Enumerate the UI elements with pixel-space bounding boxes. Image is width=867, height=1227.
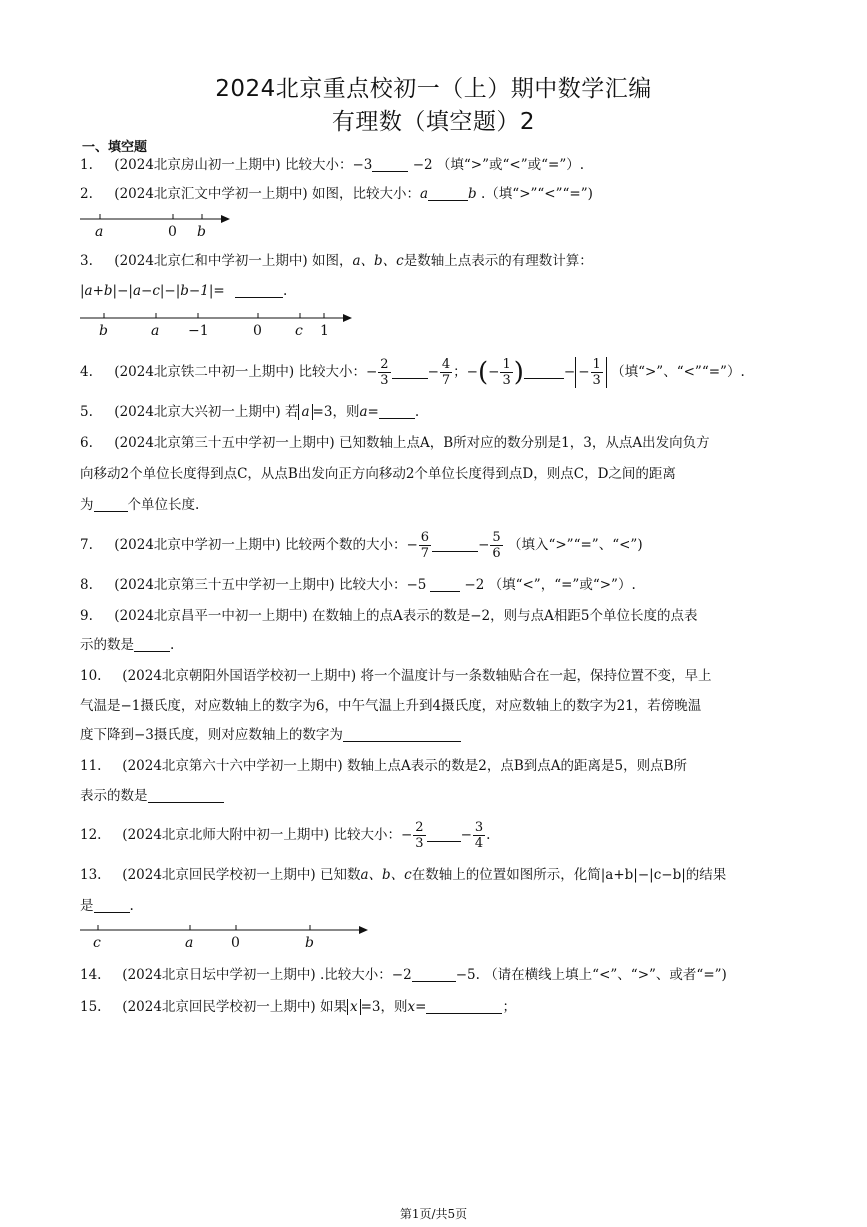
question-text: 比较大小： xyxy=(298,364,366,380)
answer-blank-2[interactable] xyxy=(524,364,564,379)
abs-value: x xyxy=(347,999,361,1015)
answer-blank[interactable] xyxy=(235,283,283,298)
question-text: 若 xyxy=(284,404,299,420)
var-x: x xyxy=(407,999,416,1015)
question-source: (2024北京北师大附中初一上期中) xyxy=(122,827,330,843)
question-text: 如图， xyxy=(311,253,353,269)
answer-blank[interactable] xyxy=(430,577,460,592)
question-end: ； xyxy=(502,999,516,1015)
question-11 xyxy=(80,753,687,779)
var-b: b xyxy=(468,186,477,202)
question-number: 4. xyxy=(80,364,93,380)
question-text: 比较大小： xyxy=(333,827,401,843)
answer-blank[interactable] xyxy=(432,537,478,552)
fraction-2: $\frac{5}{6}$ xyxy=(492,530,501,561)
fraction-1: $\frac{2}{3}$ xyxy=(380,357,389,388)
var-a: a xyxy=(419,186,429,202)
label-one: 1 xyxy=(320,323,329,339)
fraction-2: $\frac{3}{4}$ xyxy=(474,820,484,851)
label-a: a xyxy=(185,935,194,951)
question-text: 比较大小：−5 xyxy=(338,577,427,593)
question-text: 在数轴上的点A表示的数是−2，则与点A相距5个单位长度的点表 xyxy=(311,608,698,624)
question-end: . xyxy=(486,827,491,843)
question-text-2: 是数轴上点表示的有理数计算： xyxy=(403,253,593,269)
question-eq: =3，则 xyxy=(312,404,360,420)
text: 个单位长度. xyxy=(127,497,200,513)
answer-blank[interactable] xyxy=(134,637,170,652)
question-source: (2024北京昌平一中初一上期中) xyxy=(114,608,308,624)
question-10 xyxy=(80,663,711,689)
label-zero: 0 xyxy=(231,935,240,951)
question-10-line-2: 气温是−1摄氏度，对应数轴上的数字为6，中午气温上升到4摄氏度，对应数轴上的数字为21，若傍晚温 xyxy=(80,698,702,714)
question-15 xyxy=(80,994,516,1020)
question-text-2: 在数轴上的位置如图所示，化简|a+b|−|c−b|的结果 xyxy=(411,867,727,883)
text: 度下降到−3摄氏度，则对应数轴上的数字为 xyxy=(80,727,343,743)
question-10-line-3 xyxy=(80,722,461,748)
question-source: (2024北京回民学校初一上期中) xyxy=(122,867,316,883)
question-4: 4. (2024北京铁二中初一上期中) 比较大小：− $\frac{2}{3}$ − $\frac{4}{7}$ ；−(− $\frac{1}{3}$ ) − − $\frac{1}{3}$ （填“>”、“<”“=”）. xyxy=(80,352,745,393)
question-number: 5. xyxy=(80,404,93,420)
label-a: a xyxy=(151,323,160,339)
question-text-b: −2 xyxy=(464,577,485,593)
question-source: (2024北京第三十五中学初一上期中) xyxy=(114,577,335,593)
text: 是 xyxy=(80,898,94,914)
question-tail: （请在横线上填上“<”、“>”、或者“=”) xyxy=(484,967,727,983)
question-number: 1. xyxy=(80,157,93,173)
question-6 xyxy=(80,430,710,456)
abs-value: a xyxy=(298,404,312,420)
answer-blank[interactable] xyxy=(343,727,461,742)
question-8 xyxy=(80,572,636,598)
question-source: (2024北京回民学校初一上期中) xyxy=(122,999,316,1015)
question-12: 12. (2024北京北师大附中初一上期中) 比较大小：− $\frac{2}{3}$ − $\frac{3}{4}$ . xyxy=(80,815,490,855)
fraction-1: $\frac{2}{3}$ xyxy=(415,820,424,851)
answer-blank[interactable] xyxy=(94,497,128,512)
question-text: 比较大小：−3 xyxy=(284,157,373,173)
page-subtitle: 有理数（填空题）2 xyxy=(331,109,536,135)
question-number: 7. xyxy=(80,537,93,553)
text: . xyxy=(129,898,134,914)
fraction-2: $\frac{4}{7}$ xyxy=(441,357,451,388)
question-3-expression xyxy=(80,278,287,304)
answer-blank[interactable] xyxy=(379,404,415,419)
question-1 xyxy=(80,152,584,178)
question-source: (2024北京铁二中初一上期中) xyxy=(114,364,295,380)
question-source: (2024北京汇文中学初一上期中) xyxy=(114,186,308,202)
label-zero: 0 xyxy=(253,323,262,339)
page-footer: 第1页/共5页 xyxy=(399,1207,468,1221)
question-number: 13. xyxy=(80,867,102,883)
question-2 xyxy=(80,181,593,207)
answer-blank-1[interactable] xyxy=(392,364,428,379)
var-a: a xyxy=(359,404,368,420)
equals: = xyxy=(415,999,427,1015)
question-9 xyxy=(80,603,697,629)
section-heading: 一、填空题 xyxy=(82,140,148,155)
fraction-1: $\frac{6}{7}$ xyxy=(420,530,430,561)
text: 为 xyxy=(80,497,94,513)
label-c: c xyxy=(93,935,101,951)
question-end: . xyxy=(283,283,288,299)
question-source: (2024北京第六十六中学初一上期中) xyxy=(122,758,343,774)
text: 示的数是 xyxy=(80,637,134,653)
label-zero: 0 xyxy=(168,224,177,240)
question-number: 11. xyxy=(80,758,102,774)
label-b: b xyxy=(99,323,108,339)
answer-blank[interactable] xyxy=(427,827,461,842)
question-number: 3. xyxy=(80,253,93,269)
question-source: (2024北京第三十五中学初一上期中) xyxy=(114,435,335,451)
question-eq: =3，则 xyxy=(360,999,408,1015)
expression: |a+b|−|a−c|−|b−1|= xyxy=(80,283,225,299)
question-text: 如图，比较大小： xyxy=(311,186,420,202)
question-end: . xyxy=(414,404,420,420)
question-11-line-2 xyxy=(80,783,224,809)
answer-blank[interactable] xyxy=(148,788,224,803)
question-source: (2024北京中学初一上期中) xyxy=(114,537,281,553)
question-tail: （填入“>”“=”、“<”) xyxy=(507,537,643,553)
question-number: 8. xyxy=(80,577,93,593)
label-a: a xyxy=(95,224,104,240)
equals: = xyxy=(367,404,379,420)
text: 表示的数是 xyxy=(80,788,148,804)
question-source: (2024北京日坛中学初一上期中) xyxy=(122,967,316,983)
question-3 xyxy=(80,248,593,274)
label-b: b xyxy=(197,224,206,240)
question-number: 15. xyxy=(80,999,102,1015)
question-vars: a、b、c xyxy=(360,867,412,883)
answer-blank[interactable] xyxy=(426,999,502,1014)
question-text: 数轴上点A表示的数是2，点B到点A的距离是5，则点B所 xyxy=(346,758,688,774)
question-source: (2024北京大兴初一上期中) xyxy=(114,404,281,420)
question-vars: a、b、c xyxy=(352,253,404,269)
fraction-3: $\frac{1}{3}$ xyxy=(502,357,511,388)
question-number: 9. xyxy=(80,608,93,624)
question-source: (2024北京房山初一上期中) xyxy=(114,157,281,173)
answer-blank[interactable] xyxy=(412,967,456,982)
question-9-line-2 xyxy=(80,632,174,658)
page-title: 2024北京重点校初一（上）期中数学汇编 xyxy=(215,76,652,102)
question-tail: （填“>”、“<”“=”）. xyxy=(611,364,745,380)
number-line-q2 xyxy=(78,206,238,240)
question-text: 如果 xyxy=(319,999,347,1015)
number-line-q3 xyxy=(78,306,358,340)
label-c: c xyxy=(295,323,303,339)
question-source: (2024北京朝阳外国语学校初一上期中) xyxy=(122,668,357,684)
question-13-line-2 xyxy=(80,893,134,919)
question-number: 14. xyxy=(80,967,102,983)
text: . xyxy=(170,637,175,653)
question-13 xyxy=(80,862,726,888)
question-source: (2024北京仁和中学初一上期中) xyxy=(114,253,308,269)
question-14 xyxy=(80,962,727,988)
question-tail: （填“<”，“=”或“>”）. xyxy=(488,577,636,593)
question-number: 6. xyxy=(80,435,93,451)
answer-blank[interactable] xyxy=(372,157,408,172)
question-7: 7. (2024北京中学初一上期中) 比较两个数的大小：− $\frac{6}{7}$ − $\frac{5}{6}$ （填入“>”“=”、“<”) xyxy=(80,525,643,565)
abs-fraction: − $\frac{1}{3}$ xyxy=(575,357,607,388)
answer-blank[interactable] xyxy=(428,186,468,201)
question-number: 10. xyxy=(80,668,102,684)
question-text: 将一个温度计与一条数轴贴合在一起，保持位置不变，早上 xyxy=(360,668,712,684)
number-line-q13 xyxy=(78,918,378,952)
question-text-b: −2 xyxy=(412,157,433,173)
label-neg-one: −1 xyxy=(188,323,209,339)
question-tail: .（填“>”“<”“=”) xyxy=(481,186,593,202)
answer-blank[interactable] xyxy=(94,898,130,913)
question-tail: （填“>”或“<”或“=”）. xyxy=(436,157,585,173)
question-6-line-2: 向移动2个单位长度得到点C，从点B出发向正方向移动2个单位长度得到点D，则点C，D之间的距离 xyxy=(80,466,676,482)
question-5 xyxy=(80,399,419,425)
question-number: 2. xyxy=(80,186,93,202)
question-number: 12. xyxy=(80,827,102,843)
question-text-b: −5. xyxy=(455,967,480,983)
question-text: 比较两个数的大小： xyxy=(284,537,407,553)
question-text: .比较大小：−2 xyxy=(319,967,412,983)
question-text: 已知数 xyxy=(319,867,361,883)
question-6-line-3 xyxy=(80,492,199,518)
question-text: 已知数轴上点A，B所对应的数分别是1，3，从点A出发向负方 xyxy=(338,435,710,451)
label-b: b xyxy=(305,935,314,951)
